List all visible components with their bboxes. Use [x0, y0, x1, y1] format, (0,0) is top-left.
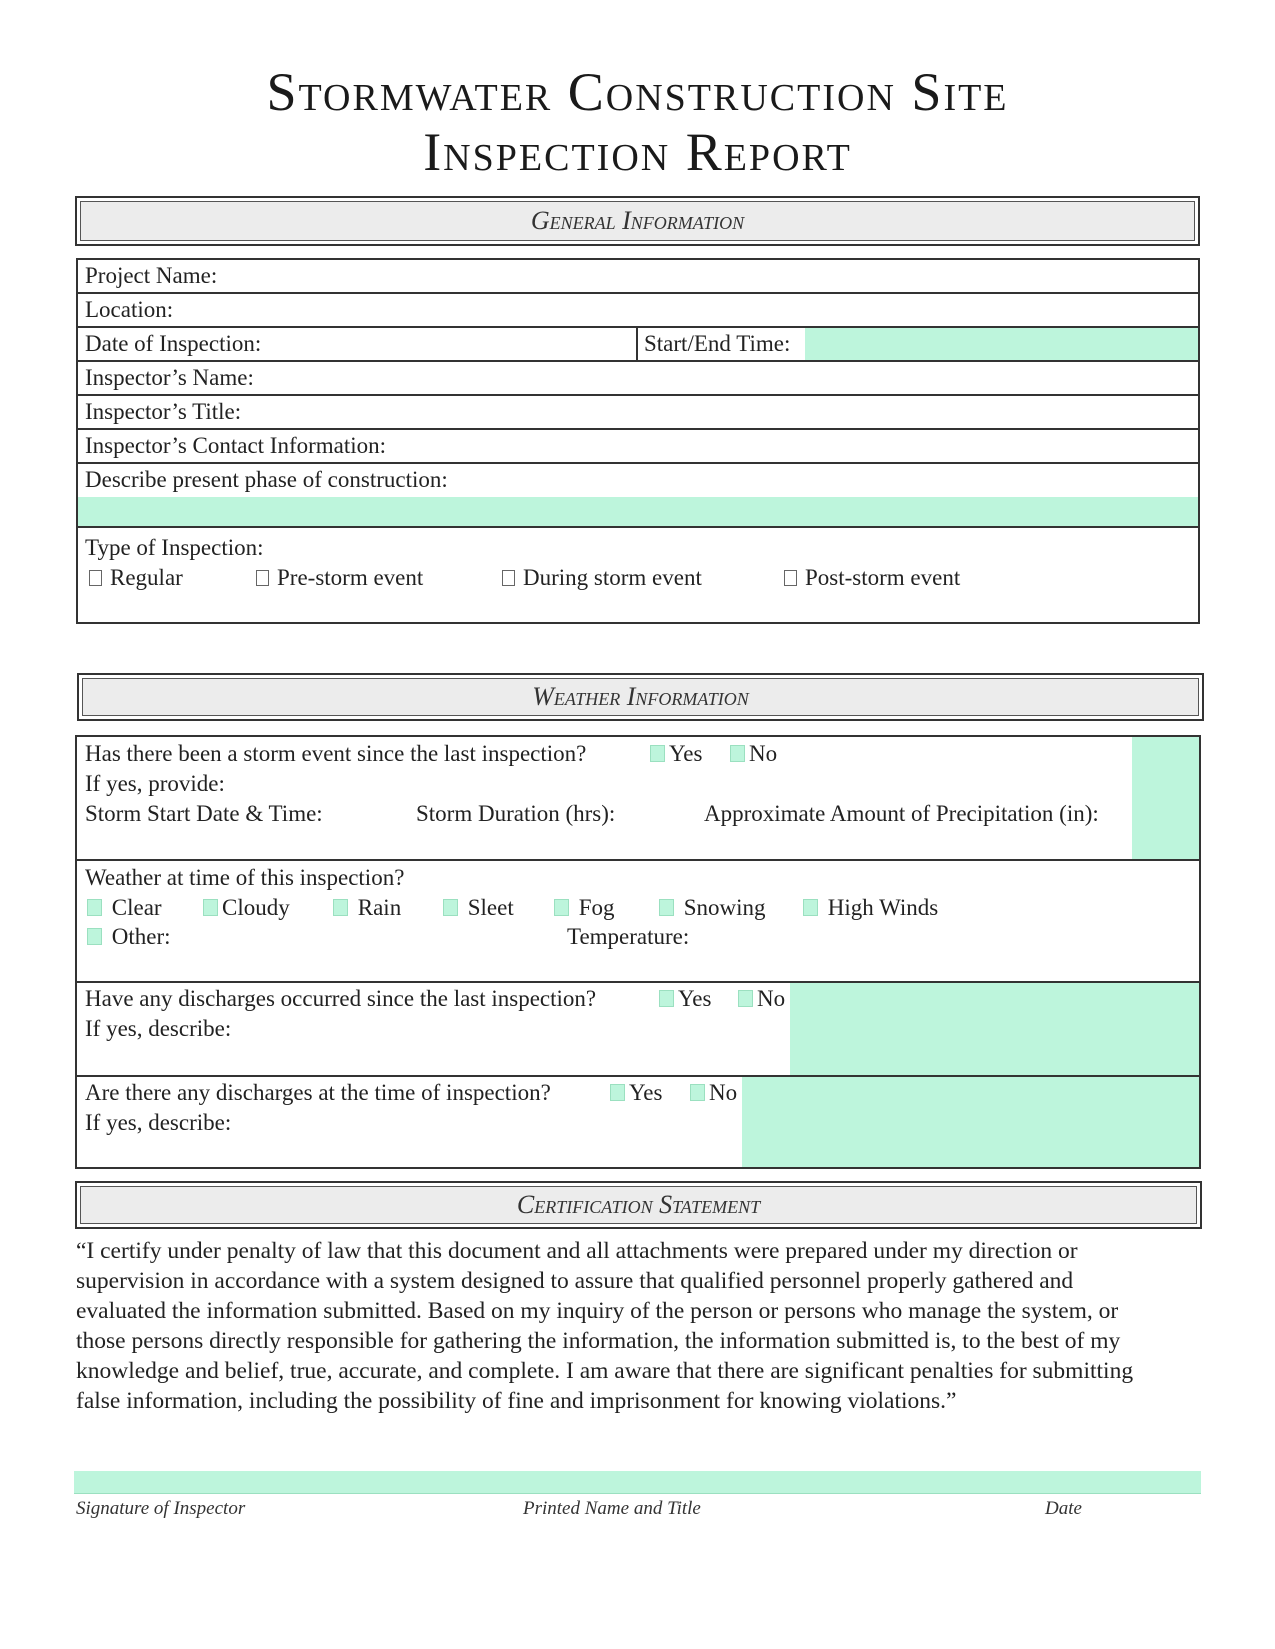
storm-no-label: No — [749, 741, 778, 766]
storm-no-checkbox[interactable] — [730, 745, 745, 762]
discharge-since-no-checkbox[interactable] — [738, 990, 753, 1007]
discharge-since-yes-label: Yes — [678, 986, 712, 1011]
condition-clear[interactable] — [87, 893, 162, 923]
clear-label: Clear — [111, 895, 162, 920]
construction-phase-row — [76, 462, 1200, 528]
high-winds-checkbox[interactable] — [803, 899, 818, 916]
inspector-title-row — [76, 394, 1200, 430]
snowing-checkbox[interactable] — [659, 899, 674, 916]
location-row — [76, 292, 1200, 328]
general-information-header — [75, 196, 1200, 246]
certification-statement — [76, 1236, 1201, 1416]
date-of-inspection-label: Date of Inspection: — [85, 331, 262, 356]
discharge-now-question: Are there any discharges at the time of inspection? — [85, 1080, 551, 1105]
discharge-since-describe-label: If yes, describe: — [85, 1016, 232, 1041]
discharge-now-block — [75, 1075, 1201, 1169]
discharge-now-yes-label: Yes — [629, 1080, 663, 1105]
pre-storm-checkbox[interactable] — [256, 570, 269, 586]
other-label: Other: — [111, 924, 171, 949]
certification-header — [75, 1181, 1202, 1229]
cloudy-checkbox[interactable] — [203, 899, 218, 916]
discharge-since-block — [75, 981, 1201, 1077]
discharge-now-yes-checkbox[interactable] — [610, 1084, 625, 1101]
high-winds-label: High Winds — [827, 895, 939, 920]
construction-phase-label: Describe present phase of construction: — [85, 467, 448, 492]
sleet-checkbox[interactable] — [443, 899, 458, 916]
condition-sleet[interactable] — [443, 893, 514, 923]
inspection-type-post-storm[interactable] — [784, 563, 960, 593]
inspection-type-regular[interactable] — [89, 563, 183, 593]
snowing-label: Snowing — [683, 895, 766, 920]
clear-checkbox[interactable] — [87, 899, 102, 916]
start-end-time-field[interactable] — [805, 328, 1198, 360]
discharge-since-description-field[interactable] — [790, 983, 1199, 1075]
weather-information-title: Weather Information — [82, 678, 1199, 716]
storm-start-label: Storm Start Date & Time: — [85, 801, 323, 826]
inspector-name-row — [76, 360, 1200, 396]
project-name-row — [76, 258, 1200, 294]
during-storm-checkbox[interactable] — [502, 570, 515, 586]
post-storm-label: Post-storm event — [805, 565, 961, 590]
storm-event-block — [75, 735, 1201, 861]
fog-label: Fog — [578, 895, 615, 920]
precipitation-label: Approximate Amount of Precipitation (in): — [704, 801, 1099, 826]
discharge-now-no-option[interactable] — [690, 1078, 737, 1108]
regular-checkbox[interactable] — [89, 570, 102, 586]
during-storm-label: During storm event — [523, 565, 702, 590]
weather-information-header — [77, 673, 1204, 721]
date-label: Date — [1045, 1498, 1082, 1519]
temperature-label: Temperature: — [567, 924, 690, 949]
precipitation-field[interactable] — [1132, 737, 1199, 859]
inspection-type-label: Type of Inspection: — [85, 535, 264, 560]
certification-line: those persons directly responsible for gathering the information, the information submitted is, to the best of my — [76, 1328, 1121, 1354]
printed-name-title-label: Printed Name and Title — [523, 1498, 701, 1519]
inspection-type-during-storm[interactable] — [502, 563, 702, 593]
inspector-contact-row — [76, 428, 1200, 464]
pre-storm-label: Pre-storm event — [277, 565, 424, 590]
column-divider — [636, 328, 638, 360]
start-end-time-label: Start/End Time: — [644, 331, 791, 356]
condition-other[interactable] — [87, 922, 171, 952]
inspector-contact-label: Inspector’s Contact Information: — [85, 433, 387, 458]
if-yes-provide-label: If yes, provide: — [85, 771, 225, 796]
signature-of-inspector-label: Signature of Inspector — [76, 1498, 246, 1519]
storm-yes-label: Yes — [669, 741, 703, 766]
general-information-title: General Information — [80, 201, 1195, 241]
rain-label: Rain — [357, 895, 402, 920]
project-name-label: Project Name: — [85, 263, 218, 288]
discharge-now-no-label: No — [709, 1080, 738, 1105]
fog-checkbox[interactable] — [554, 899, 569, 916]
certification-line: evaluated the information submitted. Based on my inquiry of the person or persons who manage the system, or — [76, 1298, 1119, 1324]
storm-yes-option[interactable] — [650, 739, 702, 769]
discharge-since-no-label: No — [757, 986, 786, 1011]
date-time-row — [76, 326, 1200, 362]
inspection-type-row — [76, 526, 1200, 624]
certification-line: “I certify under penalty of law that this document and all attachments were prepared under my direction or — [76, 1238, 1078, 1264]
rain-checkbox[interactable] — [333, 899, 348, 916]
certification-line: false information, including the possibility of fine and imprisonment for knowing violations.” — [76, 1388, 957, 1414]
condition-fog[interactable] — [554, 893, 615, 923]
condition-rain[interactable] — [333, 893, 401, 923]
other-checkbox[interactable] — [87, 928, 102, 945]
report-title-line1: Stormwater Construction Site — [266, 62, 1009, 122]
signature-field[interactable] — [74, 1471, 1201, 1493]
discharge-now-description-field[interactable] — [742, 1077, 1199, 1167]
post-storm-checkbox[interactable] — [784, 570, 797, 586]
discharge-since-question: Have any discharges occurred since the last inspection? — [85, 986, 597, 1011]
location-label: Location: — [85, 297, 174, 322]
discharge-now-yes-option[interactable] — [610, 1078, 662, 1108]
storm-no-option[interactable] — [730, 739, 777, 769]
certification-title: Certification Statement — [80, 1186, 1197, 1224]
discharge-now-describe-label: If yes, describe: — [85, 1110, 232, 1135]
construction-phase-field[interactable] — [78, 497, 1198, 526]
inspector-name-label: Inspector’s Name: — [85, 365, 254, 390]
condition-snowing[interactable] — [659, 893, 766, 923]
report-title-line2: Inspection Report — [423, 122, 852, 182]
condition-cloudy[interactable] — [203, 893, 290, 923]
weather-question: Weather at time of this inspection? — [85, 865, 405, 890]
inspection-type-pre-storm[interactable] — [256, 563, 423, 593]
storm-duration-label: Storm Duration (hrs): — [416, 801, 616, 826]
signature-underline — [74, 1493, 1201, 1494]
discharge-since-no-option[interactable] — [738, 984, 785, 1014]
cloudy-label: Cloudy — [222, 895, 290, 920]
discharge-since-yes-option[interactable] — [659, 984, 711, 1014]
inspector-title-label: Inspector’s Title: — [85, 399, 242, 424]
certification-line: knowledge and belief, true, accurate, and complete. I am aware that there are significant penalties for submitting — [76, 1358, 1134, 1384]
storm-event-question: Has there been a storm event since the last inspection? — [85, 741, 587, 766]
discharge-since-yes-checkbox[interactable] — [659, 990, 674, 1007]
sleet-label: Sleet — [467, 895, 514, 920]
certification-line: supervision in accordance with a system designed to assure that qualified personnel properly gathered and — [76, 1268, 1074, 1294]
storm-yes-checkbox[interactable] — [650, 745, 665, 762]
discharge-now-no-checkbox[interactable] — [690, 1084, 705, 1101]
weather-conditions-block — [75, 859, 1201, 983]
condition-high-winds[interactable] — [803, 893, 938, 923]
regular-label: Regular — [110, 565, 183, 590]
